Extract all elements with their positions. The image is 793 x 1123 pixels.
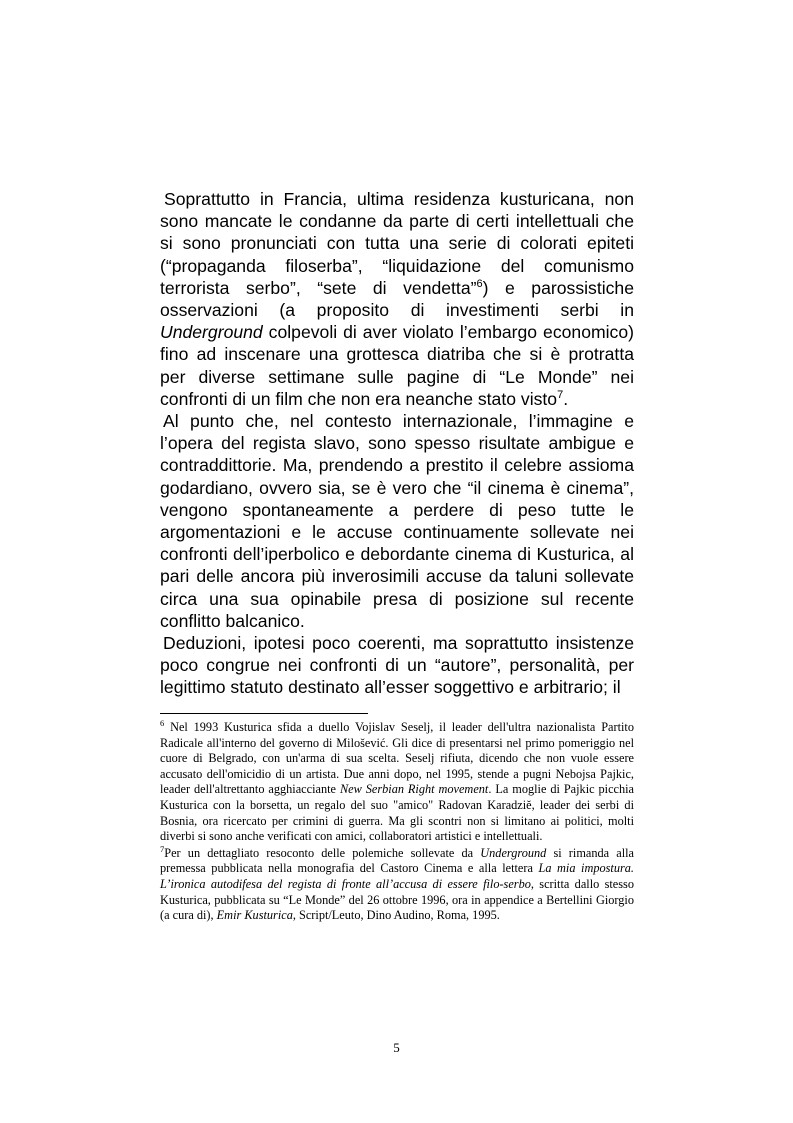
footnote-marker: 6 bbox=[476, 277, 483, 290]
footnote-marker: 7 bbox=[160, 843, 165, 854]
text-run: , scritta dallo stesso Kusturica, pubblicata su “Le Monde” del 26 ottobre 1996, ora in appendice a Bertellini Giorgio (a cura di), bbox=[160, 876, 634, 923]
italic-text: Underground bbox=[480, 845, 547, 860]
text-run: Al punto che, nel contesto internazionale, l’immagine e l’opera del regista slavo, sono spesso risultate ambigue e contraddittorie. Ma, prendendo a prestito il celebre assioma godardiano, ovvero sia, se è vero che “il cinema è cinema”, vengono spontaneamente a perdere di peso tutte le argomentazioni e le accuse continuamente sollevate nei confronti dell’iperbolico e debordante cinema di Kusturica, al pari delle ancora più inverosimili accuse da taluni sollevate circa una sua opinabile presa di posizione sul recente conflitto balcanico. bbox=[160, 411, 634, 631]
italic-text: New Serbian Right movement bbox=[339, 782, 489, 797]
text-run: Deduzioni, ipotesi poco coerenti, ma soprattutto insistenze poco congrue nei confronti di un “autore”, personalità, per legittimo statuto destinato all’esser soggettivo e arbitrario; il bbox=[160, 633, 634, 698]
body-paragraph bbox=[160, 632, 634, 699]
footnote-marker: 7 bbox=[557, 388, 564, 401]
footnotes bbox=[160, 717, 635, 925]
footnote bbox=[160, 843, 634, 924]
italic-text: Underground bbox=[160, 322, 263, 343]
text-run: Soprattutto in Francia, ultima residenza kusturicana, non sono mancate le condanne da parte di certi intellettuali che si sono pronunciati con tutta una serie di colorati epiteti (“propaganda filoserba”, “liquidazione del comunismo terrorista serbo”, “sete di vendetta” bbox=[160, 189, 634, 298]
footnote-marker: 6 bbox=[160, 717, 165, 728]
text-run: . La moglie di Pajkic picchia Kusturica con la borsetta, un regalo del suo "amico" Radovan Karadziĕ, leader dei serbi di Bosnia, ora ricercato per crimini di guerra. Ma gli scontri non si limitano ai politici, molti diverbi si sono anche verificati con amici, collaboratori artistici e intellettuali. bbox=[160, 782, 635, 844]
italic-text: Emir Kusturica bbox=[216, 908, 293, 923]
text-run: ) e parossistiche osservazioni (a proposito di investimenti serbi in bbox=[160, 277, 634, 321]
italic-text: La mia impostura. L’ironica autodifesa del regista di fronte all’accusa di essere filo-serbo bbox=[160, 861, 634, 891]
text-run: , Script/Leuto, Dino Audino, Roma, 1995. bbox=[292, 908, 500, 923]
body-paragraph bbox=[160, 188, 634, 410]
text-run: Per un dettagliato resoconto delle polemiche sollevate da bbox=[164, 845, 481, 860]
body-paragraph bbox=[160, 410, 634, 632]
footnote bbox=[160, 717, 635, 845]
page-number: 5 bbox=[393, 1040, 400, 1055]
text-run: colpevoli di aver violato l’embargo economico) fino ad inscenare una grottesca diatriba che si è protratta per diverse settimane sulle pagine di “Le Monde” nei confronti di un film che non era neanche stato visto bbox=[160, 322, 634, 409]
text-run: . bbox=[563, 388, 569, 409]
text-run: si rimanda alla premessa pubblicata nella monografia del Castoro Cinema e alla lettera bbox=[160, 845, 634, 876]
body-text bbox=[160, 188, 634, 699]
text-run: Nel 1993 Kusturica sfida a duello Vojislav Seselj, il leader dell'ultra nazionalista Partito Radicale all'interno del governo di Milošević. Gli dice di presentarsi nel primo pomeriggio nel cuore di Belgrado, con un'arma di sua scelta. Seselj rifiuta, dicendo che non vuole essere accusato dell'omicidio di un artista. Due anni dopo, nel 1995, stende a pugni Nebojsa Pajkic, leader dell'altrettanto agghiacciante bbox=[160, 720, 634, 797]
footnote-separator bbox=[160, 713, 368, 714]
